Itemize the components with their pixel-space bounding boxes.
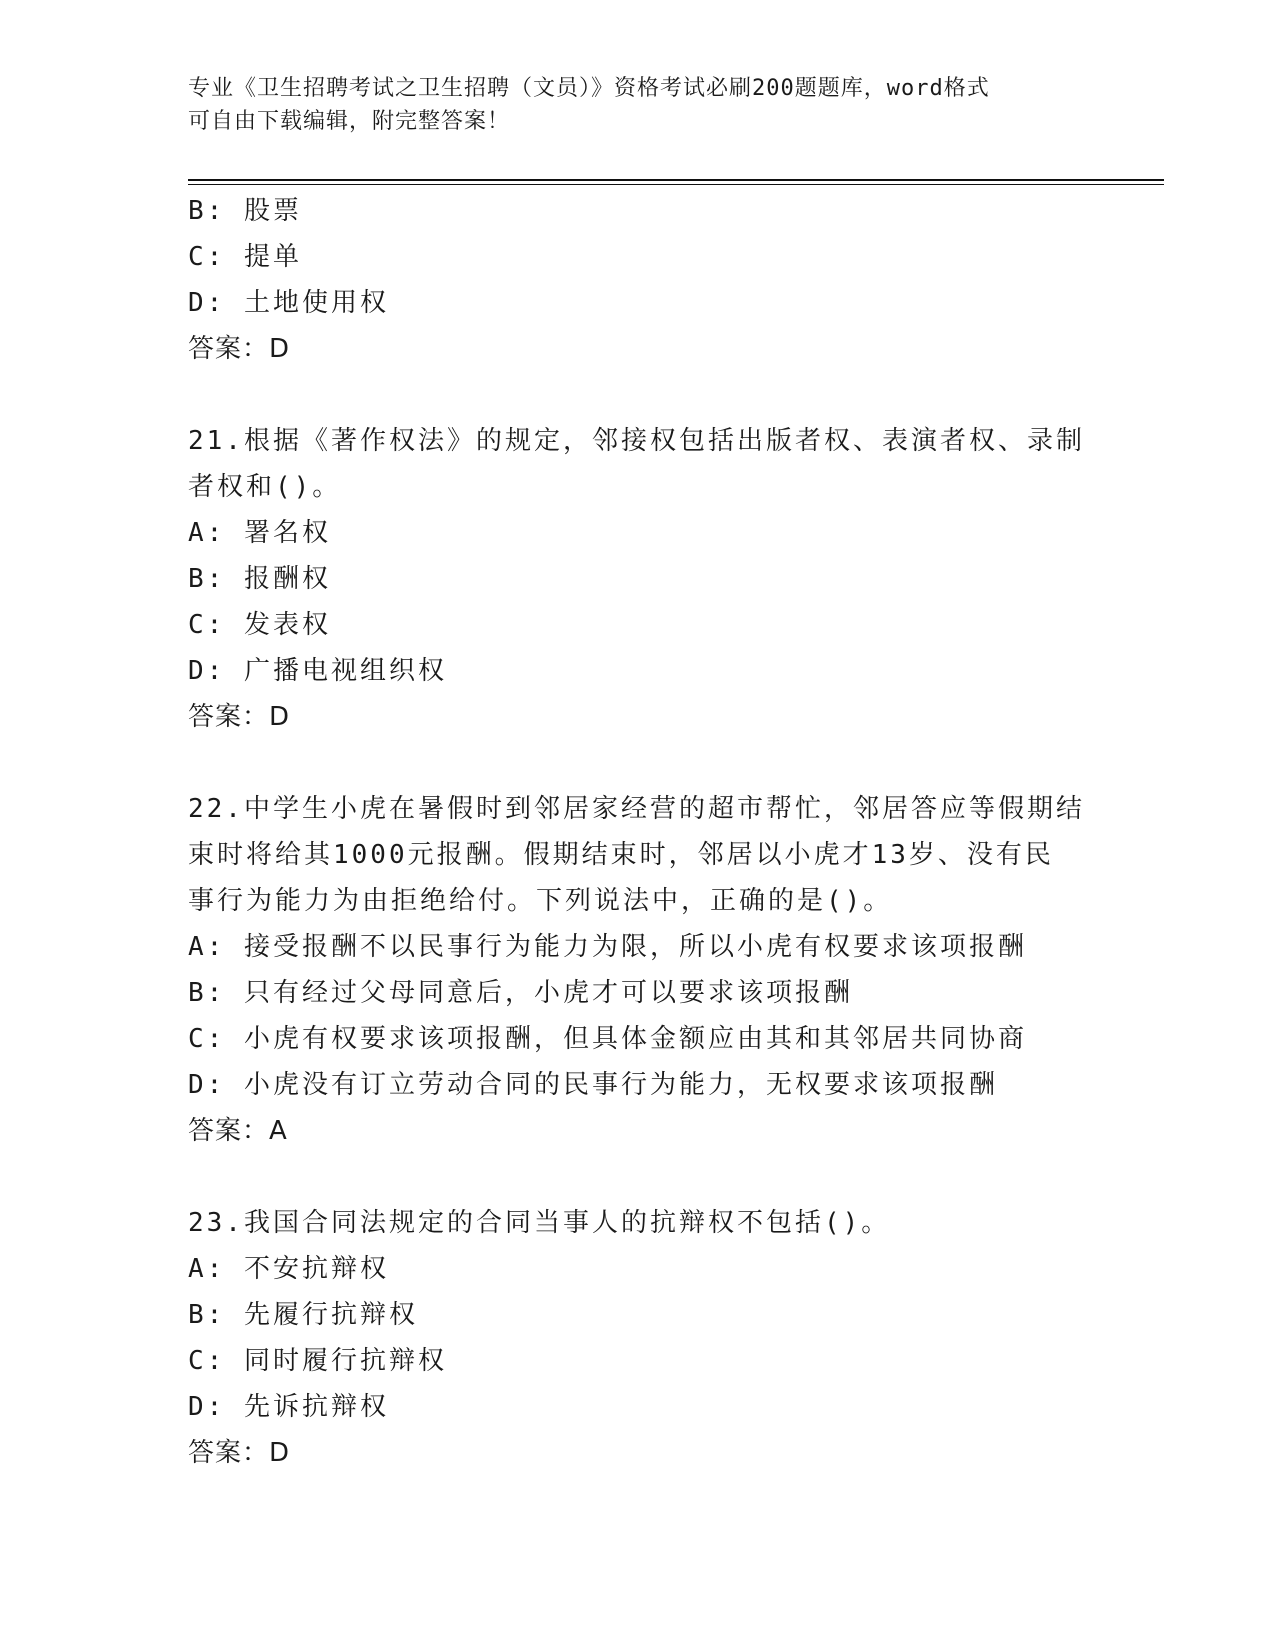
option-c: C: 提单 [188, 242, 302, 272]
option-a: A: 接受报酬不以民事行为能力为限，所以小虎有权要求该项报酬 [188, 932, 1027, 962]
question-21 [188, 418, 1088, 740]
question-22 [188, 786, 1088, 1154]
option-c: C: 发表权 [188, 610, 331, 640]
question-list [188, 188, 1088, 1476]
page-header [188, 72, 1088, 138]
option-d: D: 广播电视组织权 [188, 656, 447, 686]
answer: 答案：D [188, 334, 291, 364]
answer: 答案：D [188, 1438, 291, 1468]
option-a: A: 署名权 [188, 518, 331, 548]
header-title-line-2: 可自由下载编辑，附完整答案！ [188, 109, 511, 134]
option-d: D: 小虎没有订立劳动合同的民事行为能力，无权要求该项报酬 [188, 1070, 998, 1100]
option-b: B: 股票 [188, 196, 302, 226]
question-stem-line: 事行为能力为由拒绝给付。下列说法中，正确的是()。 [188, 886, 893, 916]
question-stem-line: 23.我国合同法规定的合同当事人的抗辩权不包括()。 [188, 1208, 891, 1238]
option-c: C: 同时履行抗辩权 [188, 1346, 447, 1376]
question-stem-line: 21.根据《著作权法》的规定，邻接权包括出版者权、表演者权、录制 [188, 426, 1085, 456]
question-23 [188, 1200, 1088, 1476]
option-c: C: 小虎有权要求该项报酬，但具体金额应由其和其邻居共同协商 [188, 1024, 1027, 1054]
question-stem-line: 22.中学生小虎在暑假时到邻居家经营的超市帮忙，邻居答应等假期结 [188, 794, 1085, 824]
question-20 [188, 188, 1088, 372]
header-divider [188, 179, 1164, 185]
question-stem-line: 者权和()。 [188, 472, 342, 502]
spacer [188, 1154, 1088, 1200]
spacer [188, 372, 1088, 418]
answer: 答案：A [188, 1116, 288, 1146]
option-a: A: 不安抗辩权 [188, 1254, 389, 1284]
question-stem-line: 束时将给其1000元报酬。假期结束时，邻居以小虎才13岁、没有民 [188, 840, 1054, 870]
option-d: D: 先诉抗辩权 [188, 1392, 389, 1422]
header-title-line-1: 专业《卫生招聘考试之卫生招聘（文员）》资格考试必刷200题题库，word格式 [188, 76, 990, 101]
spacer [188, 740, 1088, 786]
option-b: B: 只有经过父母同意后，小虎才可以要求该项报酬 [188, 978, 853, 1008]
option-b: B: 先履行抗辩权 [188, 1300, 418, 1330]
answer: 答案：D [188, 702, 291, 732]
option-b: B: 报酬权 [188, 564, 331, 594]
option-d: D: 土地使用权 [188, 288, 389, 318]
